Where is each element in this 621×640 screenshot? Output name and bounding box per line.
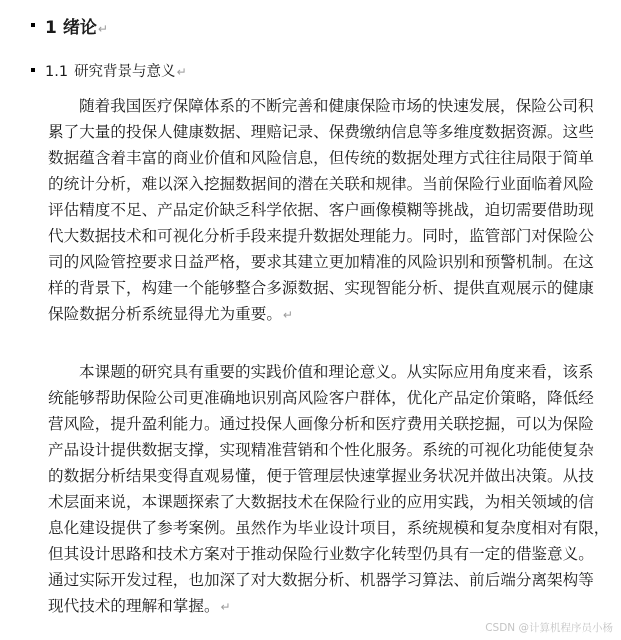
paragraph-line: 的数据分析结果变得直观易懂，便于管理层快速掌握业务状况并做出决策。从技 [48,467,594,485]
body-paragraph-significance [48,359,610,620]
paragraph-line: 的统计分析，难以深入挖掘数据间的潜在关联和规律。当前保险行业面临着风险 [48,175,594,193]
paragraph-mark-icon: ↵ [220,600,231,614]
subheading-number: 1.1 [45,64,69,80]
heading-level-1 [31,13,108,38]
paragraph-line: 息化建设提供了参考案例。虽然作为毕业设计项目，系统规模和复杂度相对有限， [48,519,610,537]
paragraph-line: 累了大量的投保人健康数据、理赔记录、保费缴纳信息等多维度数据资源。这些 [48,123,594,141]
heading-bullet-icon [31,68,35,72]
paragraph-line: 营风险，提升盈利能力。通过投保人画像分析和医疗费用关联挖掘，可以为保险 [48,415,594,433]
paragraph-line: 产品设计提供数据支撑，实现精准营销和个性化服务。系统的可视化功能使复杂 [48,441,594,459]
paragraph-mark-icon: ↵ [97,22,108,36]
paragraph-line: 但其设计思路和技术方案对于推动保险行业数字化转型仍具有一定的借鉴意义。 [48,545,594,563]
paragraph-mark-icon: ↵ [282,308,293,322]
paragraph-line: 样的背景下，构建一个能够整合多源数据、实现智能分析、提供直观展示的健康 [48,279,594,297]
heading-bullet-icon [31,23,35,27]
paragraph-line: 术层面来说，本课题探索了大数据技术在保险行业的应用实践，为相关领域的信 [48,493,594,511]
heading-level-2 [31,60,187,81]
watermark: CSDN @计算机程序员小杨 [485,622,613,634]
paragraph-line: 评估精度不足、产品定价缺乏科学依据、客户画像模糊等挑战，迫切需要借助现 [48,201,594,219]
paragraph-line: 本课题的研究具有重要的实践价值和理论意义。从实际应用角度来看，该系 [79,363,594,381]
heading-number: 1 [45,18,57,38]
paragraph-line: 司的风险管控要求日益严格，要求其建立更加精准的风险识别和预警机制。在这 [48,253,594,271]
paragraph-line: 保险数据分析系统显得尤为重要。↵ [48,305,293,323]
body-paragraph-background [48,93,604,328]
subheading-title: 研究背景与意义 [74,64,176,80]
paragraph-line: 代大数据技术和可视化分析手段来提升数据处理能力。同时，监管部门对保险公 [48,227,594,245]
paragraph-line: 现代技术的理解和掌握。↵ [48,597,231,615]
paragraph-line: 统能够帮助保险公司更准确地识别高风险客户群体，优化产品定价策略，降低经 [48,389,594,407]
paragraph-mark-icon: ↵ [176,65,187,79]
paragraph-line: 数据蕴含着丰富的商业价值和风险信息，但传统的数据处理方式往往局限于简单 [48,149,594,167]
heading-title: 绪论 [62,18,97,38]
paragraph-line: 通过实际开发过程，也加深了对大数据分析、机器学习算法、前后端分离架构等 [48,571,594,589]
paragraph-line: 随着我国医疗保障体系的不断完善和健康保险市场的快速发展，保险公司积 [79,97,594,115]
